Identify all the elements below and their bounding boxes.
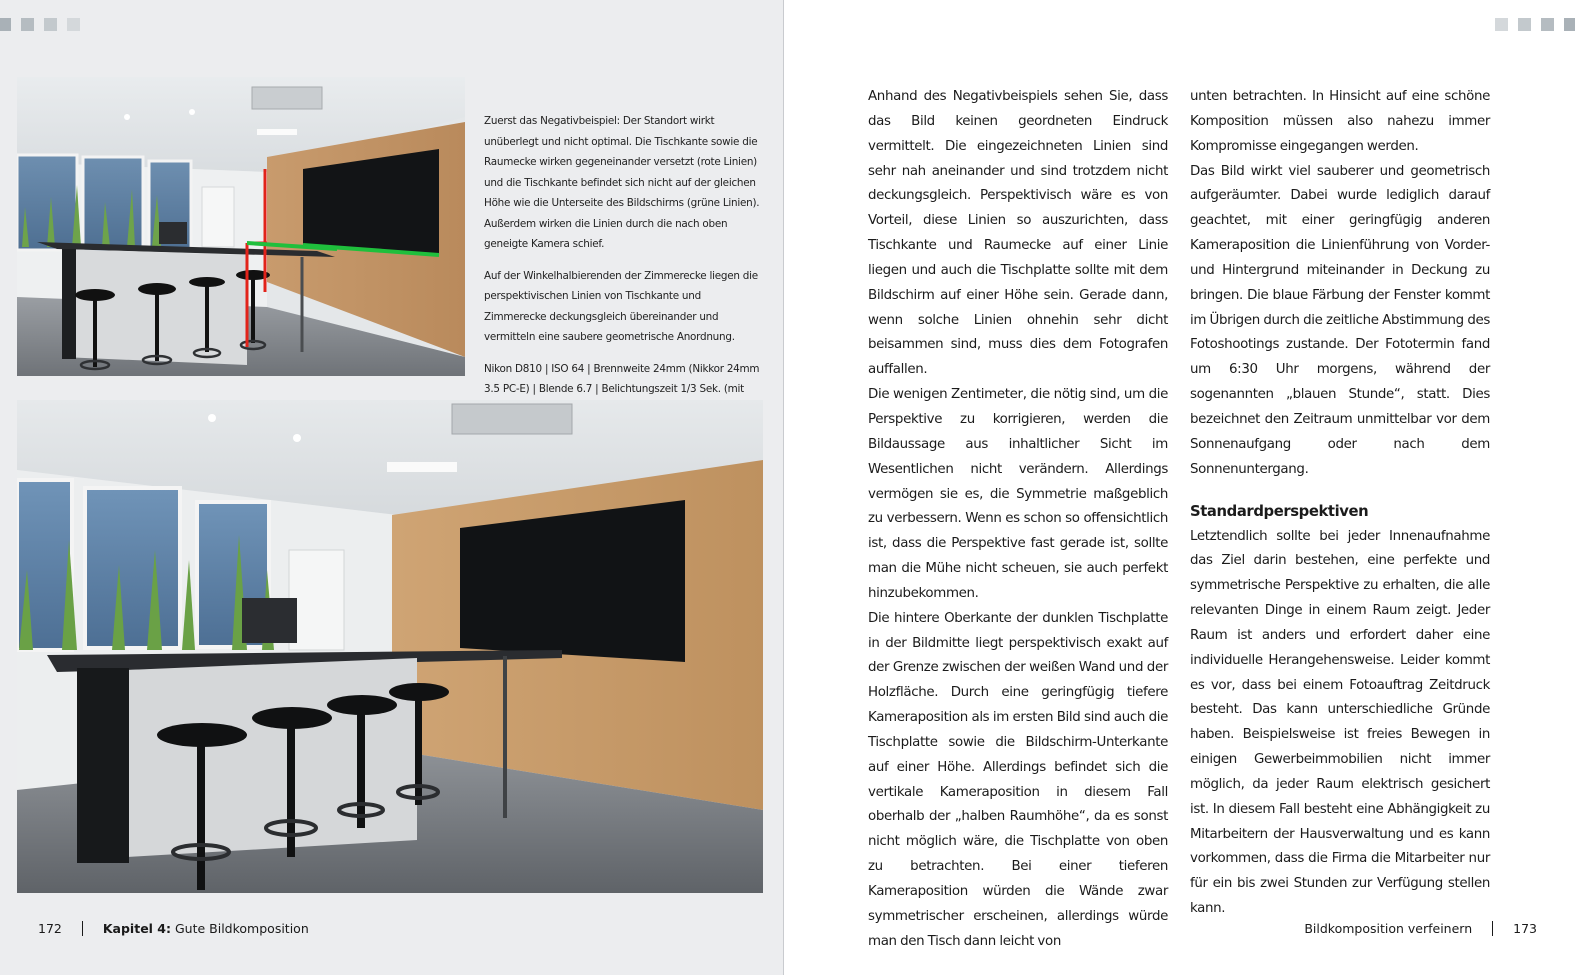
body-paragraph: Das Bild wirkt viel sauberer und geometrisch aufgeräumter. Dabei wurde lediglich darauf geachtet, mit einer geringfügig anderen Kameraposition die Linienführung von Vorder- und Hintergrund miteinander in Deckung zu bringen. Die blaue Färbung der Fenster kommt im Übrigen durch die zeitliche Abstimmung des Fotoshootings zustande. Der Fototermin fand um 6:30 Uhr morgens, während der sogenannten „blauen Stunde“, statt. Dies bezeichnet den Zeitraum unmittelbar vor dem Sonnenaufgang oder nach dem Sonnenuntergang. (1190, 163, 1490, 477)
left-page (0, 0, 784, 975)
body-paragraph: Anhand des Negativbeispiels sehen Sie, dass das Bild keinen geordneten Eindruck vermittelt. Die eingezeichneten Linien sind sehr nah aneinander und sind trotzdem nicht deckungsgleich. Perspektivisch wäre es von Vorteil, diese Linien so auszurichten, dass Tischkante und Raumecke auf einer Linie liegen und auch die Tischplatte sollte mit dem Bildschirm auf einer Höhe sein. Gerade dann, wenn solche Linien ohnehin sehr dicht beisammen sind, muss dies dem Fotografen auffallen. (868, 89, 1168, 378)
section-title: Bildkomposition verfeinern (1304, 921, 1473, 936)
page-number: 172 (38, 921, 62, 936)
caption-paragraph: Zuerst das Negativbeispiel: Der Standort wirkt unüberlegt und nicht optimal. Die Tischkante sowie die Raumecke wirken gegeneinander versetzt (rote Linien) und die Tischkante befindet sich nicht auf der gleichen Höhe wie die Unterseite des Bildschirms (grüne Linien). Außerdem wirken die Linien durch die nach oben geneigte Kamera schief. (484, 115, 760, 250)
deco-square (44, 18, 57, 31)
body-paragraph: Die hintere Oberkante der dunklen Tischplatte in der Bildmitte liegt perspektivisch exakt auf der Grenze zwischen der weißen Wand und der Holzfläche. Durch eine geringfügig tiefere Kameraposition als im ersten Bild sind auch die Tischplatte sowie die Bildschirm-Unterkante auf einer Höhe. Allerdings befindet sich die vertikale Kameraposition in diesem Fall oberhalb der „halben Raumhöhe“, da es sonst nicht möglich wäre, die Tischplatte von oben zu betrachten. Bei einer tieferen Kameraposition würden die Wände zwar symmetrischer erscheinen, allerdings würde man den Tisch dann leicht von (868, 610, 1168, 949)
footer-right (1304, 921, 1537, 936)
chapter-title: Gute Bildkomposition (174, 921, 309, 936)
deco-square (0, 18, 11, 31)
footer-separator (82, 921, 83, 936)
body-paragraph: unten betrachten. In Hinsicht auf eine schöne Komposition müssen also nahezu immer Kompromisse eingegangen werden. (1190, 89, 1490, 154)
interior-photo-large (17, 400, 763, 893)
deco-square (67, 18, 80, 31)
text-column-1 (868, 85, 1168, 955)
deco-square (1495, 18, 1508, 31)
interior-photo-small (17, 77, 465, 376)
body-paragraph: Letztendlich sollte bei jeder Innenaufnahme das Ziel darin bestehen, eine perfekte und symmetrische Perspektive zu erhalten, die alle relevanten Dinge in einem Raum zeigt. Jeder Raum ist anders und erfordert daher eine individuelle Herangehensweise. Leider kommt es vor, dass bei einem Fotoauftrag Zeitdruck besteht. Das kann unterschiedliche Gründe haben. Beispielsweise ist freies Bewegen in einigen Gewerbeimmobilien nicht immer möglich, da jeder Raum elektrisch gesichert ist. In diesem Fall besteht eine Abhängigkeit zu Mitarbeitern der Hausverwaltung und es kann vorkommen, dass die Firma die Mitarbeiter nur für ein bis zwei Stunden zur Verfügung stellen kann. (1190, 528, 1490, 917)
chapter-label: Kapitel 4: (102, 921, 171, 936)
corner-decoration-left (0, 18, 80, 31)
caption-paragraph: Auf der Winkelhalbierenden der Zimmerecke liegen die perspektivischen Linien von Tischkante und Zimmerecke deckungsgleich übereinander und vermitteln eine saubere geometrische Anordnung. (484, 269, 758, 343)
footer-separator (1492, 921, 1493, 936)
section-heading: Standardperspektiven (1190, 502, 1369, 520)
body-paragraph: Die wenigen Zentimeter, die nötig sind, um die Perspektive zu korrigieren, werden die Bildaussage aus inhaltlicher Sicht im Wesentlichen nicht verändern. Allerdings vermögen sie es, die Symmetrie maßgeblich zu verbessern. Wenn es schon so offensichtlich ist, dass die Perspektive fast gerade ist, sollte man die Mühe nicht scheuen, sie auch perfekt hinzubekommen. (868, 387, 1168, 601)
deco-square (1541, 18, 1554, 31)
caption-exif: Nikon D810 | ISO 64 | Brennweite 24mm (Nikkor 24mm 3.5 PC-E) | Blende 6.7 | Belichtungszeit 1/3 Sek. (mit (484, 362, 760, 395)
photo-negative-example (17, 77, 465, 376)
page-number: 173 (1513, 921, 1537, 936)
photo-corrected-example (17, 400, 763, 893)
corner-decoration-right (1495, 18, 1575, 31)
deco-square (21, 18, 34, 31)
footer-left (38, 921, 309, 936)
deco-square (1518, 18, 1531, 31)
deco-square (1564, 18, 1575, 31)
text-column-2 (1190, 85, 1490, 922)
photo-caption (484, 111, 762, 431)
